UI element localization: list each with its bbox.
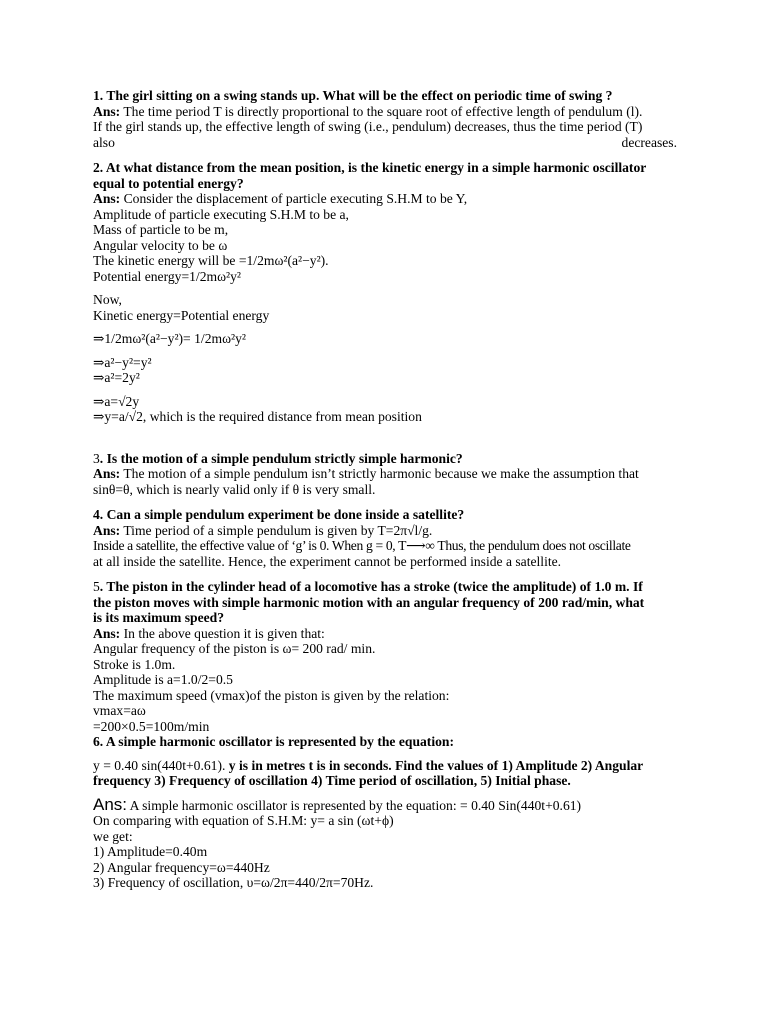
q2-answer-line4: Angular velocity to be ω bbox=[93, 237, 228, 253]
q4-answer-line1: Ans: Time period of a simple pendulum is given by T=2π√l/g. bbox=[93, 522, 433, 538]
q2-question-line2: equal to potential energy? bbox=[93, 175, 244, 191]
q5-answer-line6: vmax=aω bbox=[93, 703, 146, 718]
q2-answer-line10: ⇒a²−y²=y² bbox=[93, 354, 152, 370]
q6-question-line3: frequency 3) Frequency of oscillation 4) Time period of oscillation, 5) Initial phase. bbox=[93, 773, 571, 788]
q6-question: 6. A simple harmonic oscillator is represented by the equation: bbox=[93, 734, 454, 749]
q1-answer-line2: If the girl stands up, the effective length of swing (i.e., pendulum) decreases, thus the time period (T) bbox=[93, 119, 643, 134]
q2-answer-line11: ⇒a²=2y² bbox=[93, 370, 140, 385]
q6-ans-label: Ans: bbox=[93, 794, 128, 814]
q1-question: 1. The girl sitting on a swing stands up. What will be the effect on periodic time of swing ? bbox=[93, 88, 613, 103]
q5-question-line3: is its maximum speed? bbox=[93, 610, 225, 625]
q2-answer-line5: The kinetic energy will be =1/2mω²(a²−y²). bbox=[93, 253, 329, 268]
q5-answer-line2: Angular frequency of the piston is ω= 200 rad/ min. bbox=[93, 641, 376, 656]
q2-ans-label: Ans: bbox=[93, 191, 121, 206]
q2-answer-line3: Mass of particle to be m, bbox=[93, 222, 229, 237]
q6-equation: y = 0.40 sin(440t+0.61). bbox=[93, 757, 229, 773]
q5-answer-line5: The maximum speed (vmax)of the piston is given by the relation: bbox=[93, 687, 450, 703]
q1-answer-line1: Ans: The time period T is directly proportional to the square root of effective length of pendulum (l). bbox=[93, 103, 643, 119]
document-page bbox=[93, 88, 677, 891]
q4-ans-label: Ans: bbox=[93, 522, 121, 538]
q3-ans-label: Ans: bbox=[93, 466, 121, 481]
q4-answer-line2: Inside a satellite, the effective value of ‘g’ is 0. When g = 0, T⟶∞ Thus, the pendulum does not oscillate bbox=[93, 538, 631, 553]
q6-answer-line2: On comparing with equation of S.H.M: y= a sin (ωt+ϕ) bbox=[93, 813, 394, 828]
q5-question-line1: 5. The piston in the cylinder head of a locomotive has a stroke (twice the amplitude) of 1.0 m. If bbox=[93, 579, 643, 594]
q2-answer-line7: Now, bbox=[93, 292, 122, 307]
q5-answer-line3: Stroke is 1.0m. bbox=[93, 656, 176, 672]
q6-answer-line6: 3) Frequency of oscillation, υ=ω/2π=440/2π=70Hz. bbox=[93, 875, 374, 890]
q6-answer-line1: Ans: A simple harmonic oscillator is represented by the equation: = 0.40 Sin(440t+0.61) bbox=[93, 794, 582, 814]
q2-answer-line2: Amplitude of particle executing S.H.M to be a, bbox=[93, 206, 349, 222]
q3-answer-line1: Ans: The motion of a simple pendulum isn’t strictly harmonic because we make the assumption that bbox=[93, 466, 639, 481]
q2-answer-line13: ⇒y=a/√2, which is the required distance from mean position bbox=[93, 409, 422, 424]
q5-answer-line7: =200×0.5=100m/min bbox=[93, 718, 210, 734]
q2-answer-line12: ⇒a=√2y bbox=[93, 393, 140, 409]
q6-answer-line5: 2) Angular frequency=ω=440Hz bbox=[93, 859, 270, 875]
q5-answer-line1: Ans: In the above question it is given that: bbox=[93, 625, 325, 641]
q3-answer-line2: sinθ=θ, which is nearly valid only if θ is very small. bbox=[93, 481, 376, 497]
q2-answer-line8: Kinetic energy=Potential energy bbox=[93, 307, 270, 323]
q2-answer-line9: ⇒1/2mω²(a²−y²)= 1/2mω²y² bbox=[93, 331, 246, 346]
q2-question-line1: 2. At what distance from the mean position, is the kinetic energy in a simple harmonic oscillator bbox=[93, 160, 647, 175]
q4-answer-line3: at all inside the satellite. Hence, the experiment cannot be performed inside a satellite. bbox=[93, 553, 562, 569]
q4-question: 4. Can a simple pendulum experiment be done inside a satellite? bbox=[93, 507, 465, 522]
q1-answer-line3: also decreases. bbox=[93, 134, 677, 150]
q6-answer-line3: we get: bbox=[93, 828, 133, 844]
q5-ans-label: Ans: bbox=[93, 625, 121, 641]
q5-question-line2: the piston moves with simple harmonic motion with an angular frequency of 200 rad/min, what bbox=[93, 594, 645, 610]
q1-ans-label: Ans: bbox=[93, 103, 121, 119]
q2-answer-line1: Ans: Consider the displacement of particle executing S.H.M to be Y, bbox=[93, 191, 468, 206]
q3-question: 3. Is the motion of a simple pendulum strictly simple harmonic? bbox=[93, 450, 463, 466]
q2-answer-line6: Potential energy=1/2mω²y² bbox=[93, 268, 241, 284]
q5-answer-line4: Amplitude is a=1.0/2=0.5 bbox=[93, 672, 233, 687]
q6-answer-line4: 1) Amplitude=0.40m bbox=[93, 844, 208, 859]
q6-question-line2: y = 0.40 sin(440t+0.61). y is in metres t is in seconds. Find the values of 1) Amplitude 2) Angular bbox=[93, 757, 644, 773]
